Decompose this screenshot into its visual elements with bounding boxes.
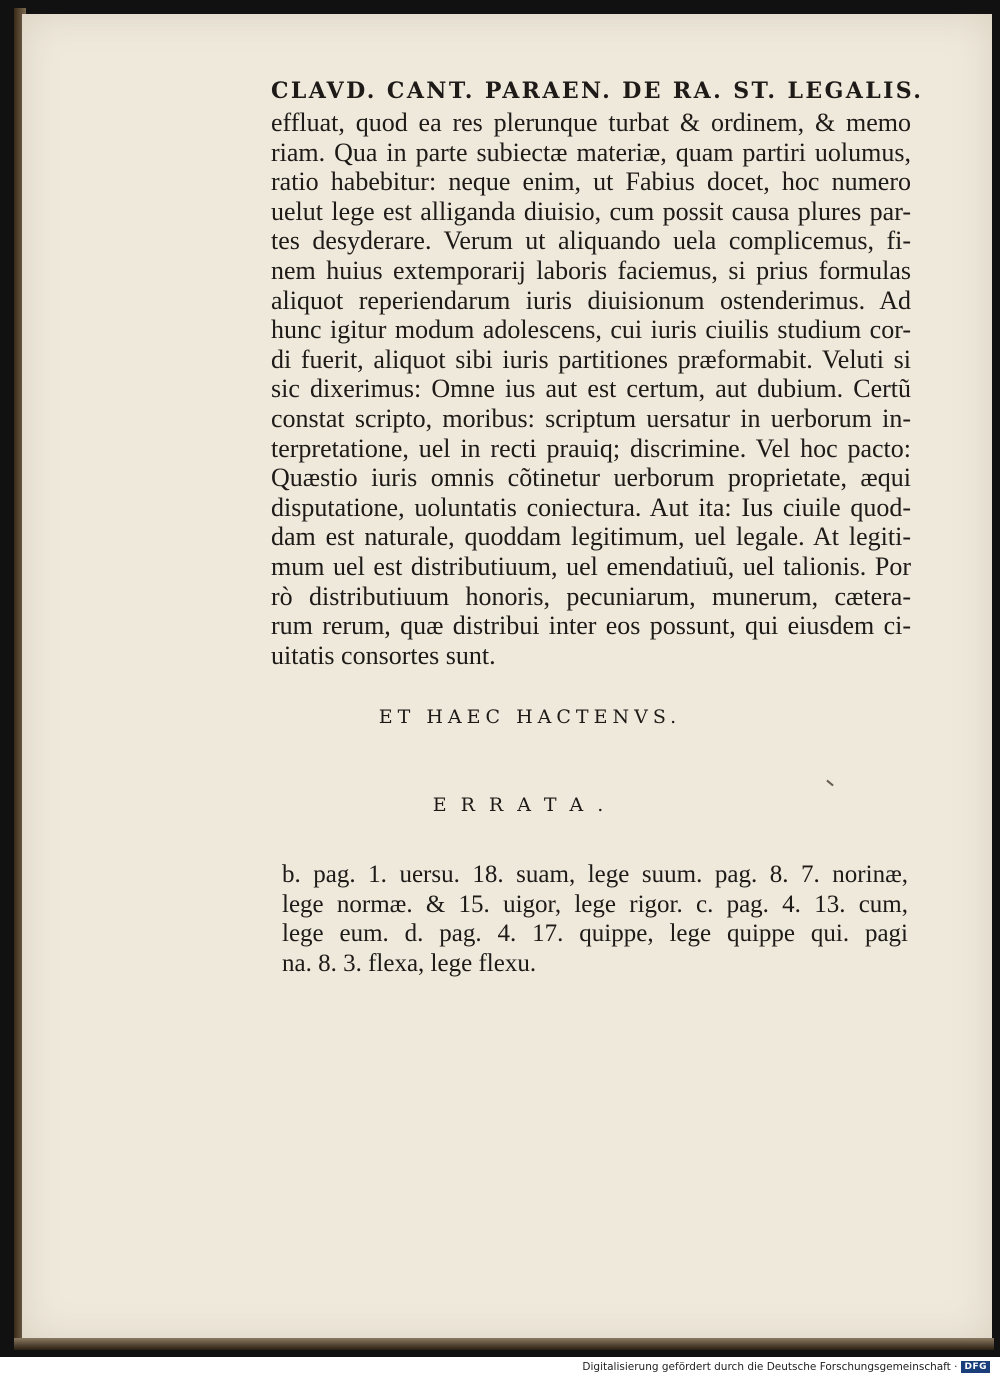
closing-line: ET HAEC HACTENVS. <box>378 706 682 728</box>
body-line: riam. Qua in parte subiectæ materiæ, quam partiri uolumus, <box>271 137 911 167</box>
body-line: dam est naturale, quoddam legitimum, uel legale. At legiti- <box>271 522 911 552</box>
footer-credit-text: Digitalisierung gefördert durch die Deutsche Forschungsgemeinschaft · <box>582 1361 958 1373</box>
dfg-logo: DFG <box>961 1361 990 1373</box>
body-line: disputatione, uoluntatis coniectura. Aut ita: Ius ciuile quod- <box>271 492 911 522</box>
body-line: aliquot reperiendarum iuris diuisionum ostenderimus. Ad <box>271 285 911 315</box>
errata-heading: ERRATA. <box>432 794 618 816</box>
body-text <box>271 108 911 670</box>
body-line: Quæstio iuris omnis cõtinetur uerborum proprietate, æqui <box>271 463 911 493</box>
body-line: effluat, quod ea res plerunque turbat & ordinem, & memo <box>271 108 911 137</box>
body-line: mum uel est distributiuum, uel emendatiuũ, uel talionis. Por <box>271 551 911 581</box>
body-line: nem huius extemporarij laboris faciemus, si prius formulas <box>271 255 911 285</box>
body-line: tes desyderare. Verum ut aliquando uela complicemus, fi- <box>271 226 911 256</box>
errata-line: lege normæ. & 15. uigor, lege rigor. c. pag. 4. 13. cum, <box>282 890 908 918</box>
main-text-block <box>271 78 924 670</box>
footer-credit <box>582 1361 990 1373</box>
body-line: sic dixerimus: Omne ius aut est certum, aut dubium. Certũ <box>271 374 911 404</box>
running-head: CLAVD. CANT. PARAEN. DE RA. ST. LEGALIS. <box>271 78 924 104</box>
body-line: rum rerum, quæ distribui inter eos possunt, qui eiusdem ci- <box>271 611 911 641</box>
errata-list <box>282 860 908 978</box>
errata-line: na. 8. 3. flexa, lege flexu. <box>282 949 537 977</box>
body-line: terpretatione, uel in recti prauiq; discrimine. Vel hoc pacto: <box>271 433 911 463</box>
errata-line: b. pag. 1. uersu. 18. suam, lege suum. pag. 8. 7. norinæ, <box>282 861 908 888</box>
body-line: rò distributiuum honoris, pecuniarum, munerum, cætera- <box>271 581 911 611</box>
body-line: hunc igitur modum adolescens, cui iuris ciuilis studium cor- <box>271 315 911 345</box>
errata-line: lege eum. d. pag. 4. 17. quippe, lege quippe qui. pagi <box>282 920 908 947</box>
body-line: ratio habebitur: neque enim, ut Fabius docet, hoc numero <box>271 167 911 197</box>
body-line: di fuerit, aliquot sibi iuris partitiones præformabit. Veluti si <box>271 344 911 374</box>
body-line: uitatis consortes sunt. <box>271 640 496 670</box>
page-edge-bottom <box>14 1338 994 1350</box>
body-line: uelut lege est alliganda diuisio, cum possit causa plures par- <box>271 196 911 226</box>
body-line: constat scripto, moribus: scriptum uersatur in uerborum in- <box>271 403 911 433</box>
